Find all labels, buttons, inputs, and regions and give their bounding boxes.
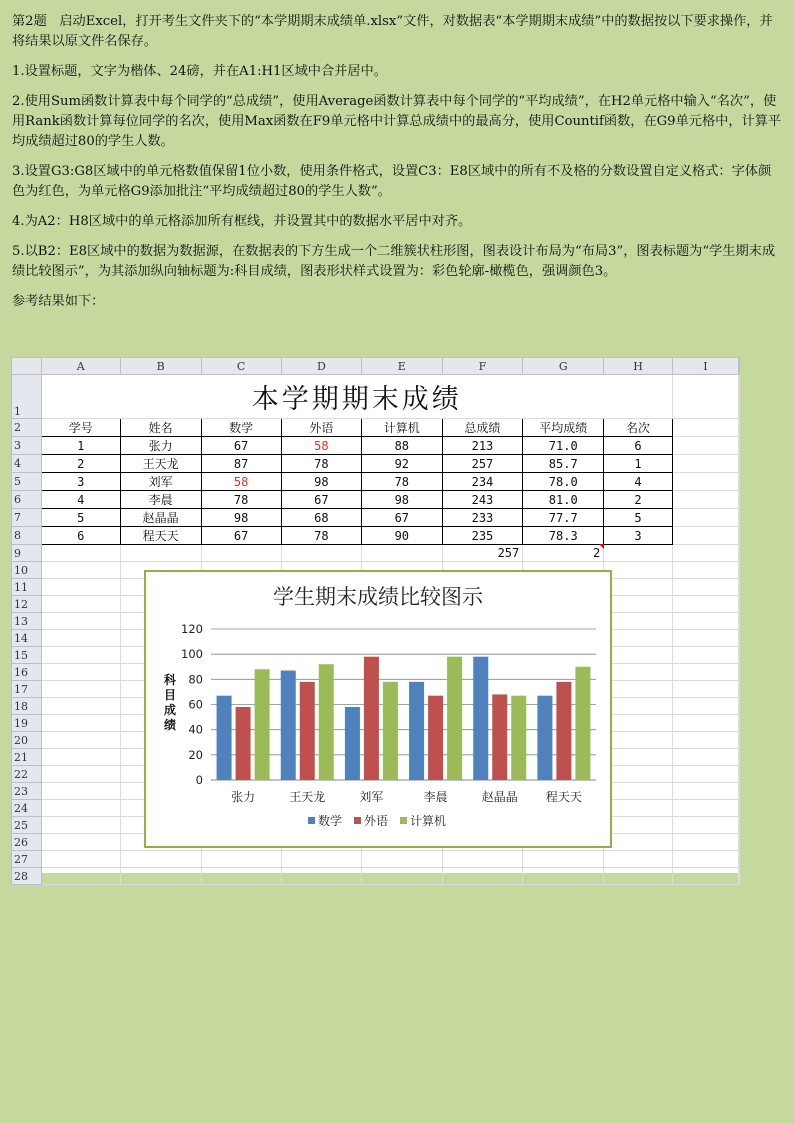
- cell[interactable]: [604, 868, 673, 885]
- count-over-80-cell[interactable]: 2: [523, 545, 604, 562]
- question-text: [12, 12, 784, 322]
- cell[interactable]: [739, 783, 740, 800]
- cell[interactable]: [41, 681, 120, 698]
- cell[interactable]: [672, 579, 738, 596]
- row-header-23[interactable]: 23: [12, 783, 42, 800]
- x-tick-label: 李晨: [423, 790, 448, 804]
- data-cell[interactable]: 3: [41, 473, 120, 491]
- cell[interactable]: [739, 419, 740, 437]
- sheet-title-cell[interactable]: 本学期期末成绩: [41, 375, 672, 419]
- bar-外语-张力: [236, 707, 251, 780]
- data-cell[interactable]: 3: [604, 527, 673, 545]
- data-cell[interactable]: 88: [362, 437, 443, 455]
- cell[interactable]: [604, 664, 673, 681]
- cell[interactable]: [739, 647, 740, 664]
- step-5: 5.以B2：E8区域中的数据为数据源，在数据表的下方生成一个二维簇状柱形图，图表设计布局为“布局3”，图表标题为“学生期末成绩比较图示”，为其添加纵向轴标题为:科目成绩，图表形状样式设置为：彩色轮廓-橄榄色，强调颜色3。: [12, 244, 776, 279]
- cell[interactable]: [672, 834, 738, 851]
- cell[interactable]: [604, 817, 673, 834]
- row-header-1[interactable]: 1: [12, 375, 42, 419]
- bar-数学-刘军: [345, 707, 360, 780]
- cell[interactable]: [120, 851, 201, 868]
- cell[interactable]: [201, 851, 281, 868]
- table-header-cell[interactable]: 名次: [604, 419, 673, 437]
- cell[interactable]: [672, 681, 738, 698]
- legend-swatch-数学: [308, 817, 315, 824]
- cell[interactable]: [41, 562, 120, 579]
- data-cell[interactable]: 78.3: [523, 527, 604, 545]
- sheet-row: [12, 851, 740, 868]
- row-header-10[interactable]: 10: [12, 562, 42, 579]
- cell[interactable]: [739, 749, 740, 766]
- row-header-16[interactable]: 16: [12, 664, 42, 681]
- bar-外语-李晨: [428, 696, 443, 780]
- legend-label-外语: 外语: [364, 814, 389, 828]
- cell[interactable]: [672, 766, 738, 783]
- data-cell[interactable]: 5: [41, 509, 120, 527]
- table-header-cell[interactable]: 平均成绩: [523, 419, 604, 437]
- sheet-row: [12, 491, 740, 509]
- data-cell[interactable]: 58: [201, 473, 281, 491]
- row-header-7[interactable]: 7: [12, 509, 42, 527]
- data-cell[interactable]: 78: [362, 473, 443, 491]
- row-header-8[interactable]: 8: [12, 527, 42, 545]
- table-header-cell[interactable]: 学号: [41, 419, 120, 437]
- sheet-row: [12, 509, 740, 527]
- cell[interactable]: [672, 527, 738, 545]
- cell[interactable]: [739, 562, 740, 579]
- cell[interactable]: [739, 527, 740, 545]
- data-cell[interactable]: 98: [362, 491, 443, 509]
- column-header-blank: [739, 358, 740, 375]
- cell[interactable]: [41, 800, 120, 817]
- sheet-row: [12, 527, 740, 545]
- row-header-14[interactable]: 14: [12, 630, 42, 647]
- column-header-B[interactable]: B: [120, 358, 201, 375]
- cell[interactable]: [604, 630, 673, 647]
- cell[interactable]: [739, 715, 740, 732]
- cell[interactable]: [739, 455, 740, 473]
- data-cell[interactable]: 243: [442, 491, 523, 509]
- cell[interactable]: [41, 698, 120, 715]
- cell[interactable]: [604, 800, 673, 817]
- chart-svg: [146, 572, 610, 846]
- cell[interactable]: [41, 545, 120, 562]
- bar-计算机-赵晶晶: [511, 696, 526, 780]
- comment-indicator-icon[interactable]: [599, 544, 604, 549]
- cell[interactable]: [672, 562, 738, 579]
- cell[interactable]: [672, 630, 738, 647]
- sheet-row: [12, 545, 740, 562]
- question-heading: 第2题: [12, 14, 47, 29]
- cell[interactable]: [41, 868, 120, 885]
- cell[interactable]: [41, 630, 120, 647]
- cell[interactable]: [281, 851, 361, 868]
- cell[interactable]: [41, 732, 120, 749]
- y-tick-label: 40: [188, 722, 203, 737]
- bar-数学-王天龙: [281, 671, 296, 780]
- cell[interactable]: [604, 766, 673, 783]
- data-cell[interactable]: 90: [362, 527, 443, 545]
- cell[interactable]: [41, 817, 120, 834]
- row-header-3[interactable]: 3: [12, 437, 42, 455]
- sheet-row: [12, 419, 740, 437]
- cell[interactable]: [672, 664, 738, 681]
- cell[interactable]: [604, 562, 673, 579]
- chart[interactable]: [144, 570, 612, 848]
- data-cell[interactable]: 213: [442, 437, 523, 455]
- cell[interactable]: [672, 698, 738, 715]
- row-header-2[interactable]: 2: [12, 419, 42, 437]
- cell[interactable]: [672, 851, 738, 868]
- cell[interactable]: [672, 868, 738, 885]
- cell[interactable]: [604, 749, 673, 766]
- data-cell[interactable]: 78: [201, 491, 281, 509]
- cell[interactable]: [739, 732, 740, 749]
- data-cell[interactable]: 77.7: [523, 509, 604, 527]
- cell[interactable]: [41, 613, 120, 630]
- cell[interactable]: [672, 437, 738, 455]
- column-header-G[interactable]: G: [523, 358, 604, 375]
- cell[interactable]: [739, 681, 740, 698]
- cell[interactable]: [739, 579, 740, 596]
- cell[interactable]: [604, 545, 673, 562]
- data-cell[interactable]: 5: [604, 509, 673, 527]
- max-score-cell[interactable]: 257: [442, 545, 523, 562]
- reference-label: 参考结果如下：: [12, 294, 105, 309]
- cell[interactable]: [442, 851, 523, 868]
- cell[interactable]: [739, 375, 740, 419]
- y-tick-label: 120: [181, 622, 203, 636]
- sheet-row: [12, 473, 740, 491]
- bar-外语-程天天: [556, 682, 571, 780]
- column-header-C[interactable]: C: [201, 358, 281, 375]
- step-4: 4.为A2：H8区域中的单元格添加所有框线，并设置其中的数据水平居中对齐。: [12, 214, 472, 229]
- bar-数学-赵晶晶: [473, 657, 488, 780]
- cell[interactable]: [739, 851, 740, 868]
- data-cell[interactable]: 刘军: [120, 473, 201, 491]
- cell[interactable]: [672, 596, 738, 613]
- data-cell[interactable]: 92: [362, 455, 443, 473]
- step-3: 3.设置G3:G8区域中的单元格数值保留1位小数，使用条件格式，设置C3：E8区域中的所有不及格的分数设置自定义格式：字体颜色为红色，为单元格G9添加批注“平均成绩超过80的学生人数”。: [12, 164, 772, 199]
- cell[interactable]: [41, 647, 120, 664]
- cell[interactable]: [672, 800, 738, 817]
- data-cell[interactable]: 78: [281, 527, 361, 545]
- row-header-12[interactable]: 12: [12, 596, 42, 613]
- y-tick-label: 60: [188, 697, 203, 712]
- cell[interactable]: [672, 491, 738, 509]
- row-header-17[interactable]: 17: [12, 681, 42, 698]
- y-tick-label: 100: [181, 647, 203, 662]
- row-header-6[interactable]: 6: [12, 491, 42, 509]
- cell[interactable]: [672, 473, 738, 491]
- spreadsheet-screenshot: [11, 357, 740, 883]
- table-header-cell[interactable]: 计算机: [362, 419, 443, 437]
- row-header-28[interactable]: 28: [12, 868, 42, 885]
- cell[interactable]: [120, 545, 201, 562]
- cell[interactable]: [604, 681, 673, 698]
- data-cell[interactable]: 2: [604, 491, 673, 509]
- cell[interactable]: [672, 375, 738, 419]
- step-1: 1.设置标题，文字为楷体、24磅，并在A1:H1区域中合并居中。: [12, 64, 387, 79]
- x-tick-label: 程天天: [545, 790, 582, 804]
- cell[interactable]: [41, 715, 120, 732]
- cell[interactable]: [604, 613, 673, 630]
- cell[interactable]: [672, 783, 738, 800]
- bar-计算机-王天龙: [319, 664, 334, 780]
- data-cell[interactable]: 6: [41, 527, 120, 545]
- data-cell[interactable]: 67: [281, 491, 361, 509]
- cell[interactable]: [672, 545, 738, 562]
- y-axis-title-char: 成: [163, 703, 177, 717]
- row-header-4[interactable]: 4: [12, 455, 42, 473]
- x-tick-label: 张力: [231, 790, 256, 804]
- data-cell[interactable]: 81.0: [523, 491, 604, 509]
- bar-计算机-程天天: [575, 667, 590, 780]
- data-cell[interactable]: 李晨: [120, 491, 201, 509]
- data-cell[interactable]: 235: [442, 527, 523, 545]
- cell[interactable]: [604, 647, 673, 664]
- cell[interactable]: [739, 766, 740, 783]
- data-cell[interactable]: 赵晶晶: [120, 509, 201, 527]
- data-cell[interactable]: 58: [281, 437, 361, 455]
- row-header-27[interactable]: 27: [12, 851, 42, 868]
- cell[interactable]: [739, 473, 740, 491]
- cell[interactable]: [672, 613, 738, 630]
- column-header-F[interactable]: F: [442, 358, 523, 375]
- cell[interactable]: [41, 851, 120, 868]
- bar-数学-程天天: [537, 696, 552, 780]
- bar-数学-张力: [217, 696, 232, 780]
- column-header-I[interactable]: I: [672, 358, 738, 375]
- row-header-22[interactable]: 22: [12, 766, 42, 783]
- data-cell[interactable]: 2: [41, 455, 120, 473]
- column-header-H[interactable]: H: [604, 358, 673, 375]
- bar-计算机-张力: [255, 669, 270, 780]
- column-header-D[interactable]: D: [281, 358, 361, 375]
- row-header-20[interactable]: 20: [12, 732, 42, 749]
- cell[interactable]: [41, 834, 120, 851]
- cell[interactable]: [739, 509, 740, 527]
- cell[interactable]: [604, 732, 673, 749]
- data-cell[interactable]: 1: [604, 455, 673, 473]
- cell[interactable]: [362, 851, 443, 868]
- data-cell[interactable]: 234: [442, 473, 523, 491]
- table-header-cell[interactable]: 姓名: [120, 419, 201, 437]
- legend-swatch-计算机: [400, 817, 407, 824]
- cell[interactable]: [672, 647, 738, 664]
- bar-外语-刘军: [364, 657, 379, 780]
- table-header-cell[interactable]: 总成绩: [442, 419, 523, 437]
- data-cell[interactable]: 257: [442, 455, 523, 473]
- bar-计算机-刘军: [383, 682, 398, 780]
- cell[interactable]: [672, 817, 738, 834]
- cell[interactable]: [739, 596, 740, 613]
- cell[interactable]: [604, 783, 673, 800]
- cell[interactable]: [672, 749, 738, 766]
- cell[interactable]: [672, 419, 738, 437]
- data-cell[interactable]: 王天龙: [120, 455, 201, 473]
- data-cell[interactable]: 程天天: [120, 527, 201, 545]
- select-all-corner[interactable]: [12, 358, 42, 375]
- bar-外语-赵晶晶: [492, 694, 507, 780]
- cell[interactable]: [739, 664, 740, 681]
- y-axis-title-char: 科: [163, 673, 177, 687]
- x-tick-label: 王天龙: [289, 790, 326, 804]
- legend-swatch-外语: [354, 817, 361, 824]
- row-header-15[interactable]: 15: [12, 647, 42, 664]
- row-header-26[interactable]: 26: [12, 834, 42, 851]
- data-cell[interactable]: 85.7: [523, 455, 604, 473]
- bar-计算机-李晨: [447, 657, 462, 780]
- y-tick-label: 20: [188, 747, 203, 762]
- cell[interactable]: [41, 579, 120, 596]
- bar-外语-王天龙: [300, 682, 315, 780]
- cell[interactable]: [604, 715, 673, 732]
- cell[interactable]: [739, 800, 740, 817]
- row-header-5[interactable]: 5: [12, 473, 42, 491]
- cell[interactable]: [739, 630, 740, 647]
- data-cell[interactable]: 98: [201, 509, 281, 527]
- cell[interactable]: [672, 455, 738, 473]
- cell[interactable]: [739, 545, 740, 562]
- cell[interactable]: [604, 579, 673, 596]
- cell[interactable]: [41, 766, 120, 783]
- data-cell[interactable]: 87: [201, 455, 281, 473]
- x-tick-label: 赵晶晶: [481, 790, 518, 804]
- cell[interactable]: [739, 834, 740, 851]
- sheet-row: [12, 868, 740, 885]
- row-header-25[interactable]: 25: [12, 817, 42, 834]
- row-header-21[interactable]: 21: [12, 749, 42, 766]
- row-header-9[interactable]: 9: [12, 545, 42, 562]
- data-cell[interactable]: 98: [281, 473, 361, 491]
- cell[interactable]: [523, 851, 604, 868]
- sheet-row: [12, 375, 740, 419]
- data-cell[interactable]: 6: [604, 437, 673, 455]
- cell[interactable]: [120, 868, 201, 885]
- cell[interactable]: [672, 509, 738, 527]
- cell[interactable]: [201, 545, 281, 562]
- cell[interactable]: [41, 596, 120, 613]
- y-tick-label: 0: [195, 773, 203, 787]
- cell[interactable]: [739, 491, 740, 509]
- column-header-E[interactable]: E: [362, 358, 443, 375]
- data-cell[interactable]: 68: [281, 509, 361, 527]
- row-header-24[interactable]: 24: [12, 800, 42, 817]
- chart-title: 学生期末成绩比较图示: [273, 585, 483, 609]
- cell[interactable]: [739, 613, 740, 630]
- cell[interactable]: [739, 817, 740, 834]
- cell[interactable]: [362, 545, 443, 562]
- table-header-cell[interactable]: 外语: [281, 419, 361, 437]
- y-axis-title-char: 绩: [163, 718, 177, 732]
- question-intro: 第2题 启动Excel，打开考生文件夹下的“本学期期末成绩单.xlsx”文件，对数据表“本学期期末成绩”中的数据按以下要求操作，并将结果以原文件名保存。: [12, 14, 773, 49]
- sheet-row: [12, 455, 740, 473]
- cell[interactable]: [41, 783, 120, 800]
- cell[interactable]: [41, 664, 120, 681]
- table-header-cell[interactable]: 数学: [201, 419, 281, 437]
- data-cell[interactable]: 233: [442, 509, 523, 527]
- data-cell[interactable]: 67: [362, 509, 443, 527]
- cell[interactable]: [362, 868, 443, 885]
- row-header-18[interactable]: 18: [12, 698, 42, 715]
- cell[interactable]: [604, 596, 673, 613]
- data-cell[interactable]: 67: [201, 437, 281, 455]
- cell[interactable]: [739, 698, 740, 715]
- column-header-A[interactable]: A: [41, 358, 120, 375]
- row-header-11[interactable]: 11: [12, 579, 42, 596]
- legend-label-计算机: 计算机: [410, 814, 447, 828]
- data-cell[interactable]: 4: [41, 491, 120, 509]
- data-cell[interactable]: 张力: [120, 437, 201, 455]
- row-header-19[interactable]: 19: [12, 715, 42, 732]
- cell[interactable]: [41, 749, 120, 766]
- bar-数学-李晨: [409, 682, 424, 780]
- cell[interactable]: [604, 834, 673, 851]
- data-cell[interactable]: 67: [201, 527, 281, 545]
- data-cell[interactable]: 78.0: [523, 473, 604, 491]
- sheet-row: [12, 437, 740, 455]
- y-tick-label: 80: [188, 672, 203, 687]
- data-cell[interactable]: 4: [604, 473, 673, 491]
- data-cell[interactable]: 71.0: [523, 437, 604, 455]
- cell[interactable]: [739, 437, 740, 455]
- cell[interactable]: [201, 868, 281, 885]
- y-axis-title-char: 目: [163, 688, 177, 702]
- cell[interactable]: [604, 851, 673, 868]
- cell[interactable]: [523, 868, 604, 885]
- step-2: 2.使用Sum函数计算表中每个同学的“总成绩”，使用Average函数计算表中每个同学的“平均成绩”，在H2单元格中输入“名次”，使用Rank函数计算每位同学的名次，使用Max函数在F9单元格中计算总成绩中的最高分，使用Countif函数，在G9单元格中，计算平均成绩超过80的学生人数。: [12, 94, 782, 149]
- cell[interactable]: [442, 868, 523, 885]
- row-header-13[interactable]: 13: [12, 613, 42, 630]
- cell[interactable]: [672, 732, 738, 749]
- x-tick-label: 刘军: [359, 790, 384, 804]
- data-cell[interactable]: 1: [41, 437, 120, 455]
- cell[interactable]: [739, 868, 740, 885]
- cell[interactable]: [672, 715, 738, 732]
- cell[interactable]: [604, 698, 673, 715]
- cell[interactable]: [281, 545, 361, 562]
- data-cell[interactable]: 78: [281, 455, 361, 473]
- legend-label-数学: 数学: [318, 814, 343, 828]
- cell[interactable]: [281, 868, 361, 885]
